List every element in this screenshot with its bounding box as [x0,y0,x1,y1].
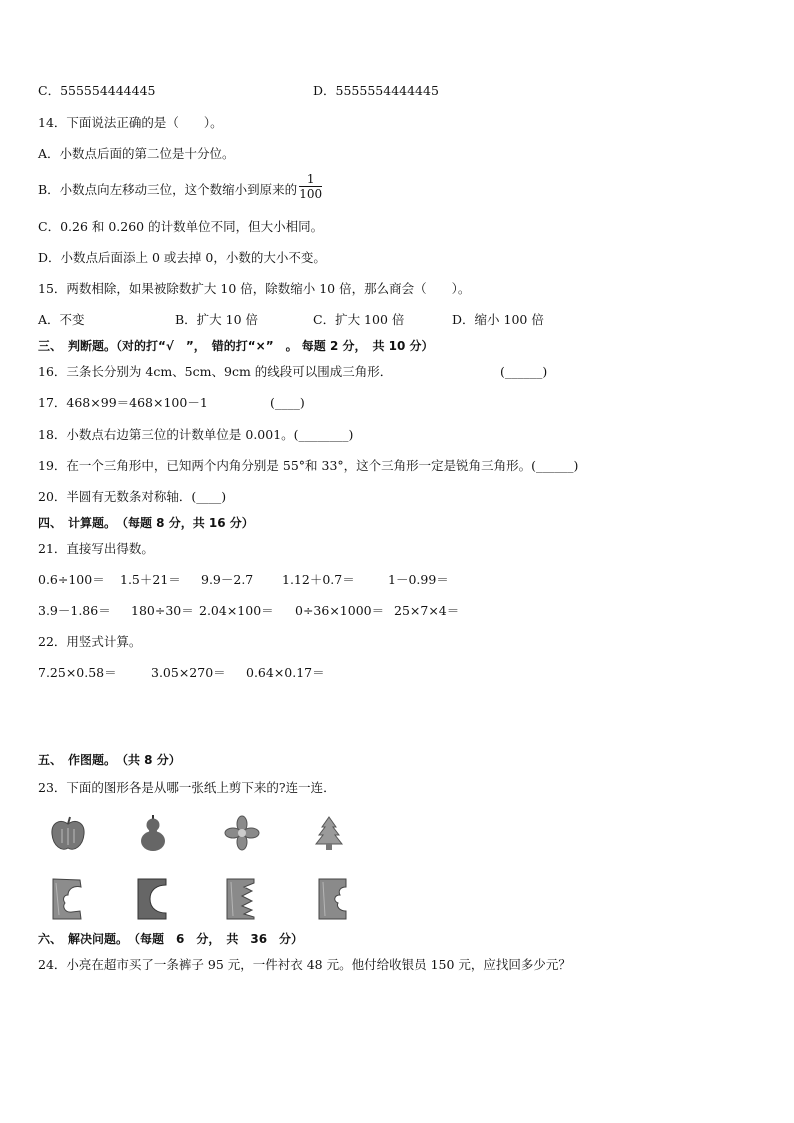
q15-option-c: C．扩大 100 倍 [313,312,405,327]
q21-item-2: 1.5＋21＝ [120,572,181,587]
q15-option-b: B．扩大 10 倍 [175,312,259,327]
q20-text: 20．半圆有无数条对称轴．(____) [38,489,227,504]
gourd-shape-icon [138,813,168,853]
q21-item-9: 0÷36×1000＝ [295,603,385,618]
section-5-heading: 五、 作图题。 （共 8 分） [38,753,181,767]
q21-item-5: 1－0.99＝ [388,572,449,587]
fraction-numerator: 1 [299,172,322,187]
q17-text: 17．468×99＝468×100－1 [38,395,208,410]
q14-stem: 14．下面说法正确的是（ ）。 [38,115,223,130]
q17-blank: (____) [270,395,305,410]
q14-option-b-text: B．小数点向左移动三位，这个数缩小到原来的 [38,182,298,197]
q14-option-a: A．小数点后面的第二位是十分位。 [38,146,235,161]
q16-text: 16．三条长分别为 4cm、5cm、9cm 的线段可以围成三角形． [38,364,393,379]
q24-text: 24．小亮在超市买了一条裤子 95 元，一件衬衣 48 元。他付给收银员 150 元，应找回多少元？ [38,957,571,972]
section-6-heading: 六、 解决问题。 （每题 6 分， 共 36 分） [38,932,304,946]
fraction [299,172,322,201]
q13-option-d: D．5555554444445 [313,83,439,98]
q16-blank: (______) [500,364,548,379]
q15-stem: 15．两数相除，如果被除数扩大 10 倍，除数缩小 10 倍，那么商会（ ）。 [38,281,471,296]
q22-item-1: 7.25×0.58＝ [38,665,117,680]
cut-paper-4-icon [316,877,350,921]
section-4-heading: 四、 计算题。 （每题 8 分，共 16 分） [38,516,254,530]
tree-shape-icon [314,815,344,853]
q21-item-8: 2.04×100＝ [199,603,274,618]
q23-stem: 23．下面的图形各是从哪一张纸上剪下来的?连一连． [38,780,336,795]
q15-option-d: D．缩小 100 倍 [452,312,544,327]
cut-paper-1-icon [50,877,84,921]
q14-option-b [38,172,323,205]
apple-shape-icon [50,815,86,853]
cut-paper-3-icon [224,877,258,921]
fraction-denominator: 100 [299,187,323,201]
q21-item-10: 25×7×4＝ [394,603,460,618]
q21-item-3: 9.9－2.7 [201,572,254,587]
q15-option-a: A．不变 [38,312,85,327]
q22-stem: 22．用竖式计算。 [38,634,142,649]
q22-item-3: 0.64×0.17＝ [246,665,325,680]
q19-text: 19．在一个三角形中，已知两个内角分别是 55°和 33°，这个三角形一定是锐角三角形。(______) [38,458,579,473]
q21-item-6: 3.9－1.86＝ [38,603,111,618]
q22-item-2: 3.05×270＝ [151,665,226,680]
q18-text: 18．小数点右边第三位的计数单位是 0.001。(________) [38,427,354,442]
section-3-heading: 三、 判断题。（对的打“√ ”， 错的打“×” 。 每题 2 分， 共 10 分） [38,339,434,353]
q21-item-7: 180÷30＝ [131,603,194,618]
q21-stem: 21．直接写出得数。 [38,541,154,556]
q14-option-c: C．0.26 和 0.260 的计数单位不同，但大小相同。 [38,219,324,234]
cut-paper-2-icon [136,877,168,921]
flower-shape-icon [224,815,260,851]
q21-item-4: 1.12＋0.7＝ [282,572,355,587]
q21-item-1: 0.6÷100＝ [38,572,105,587]
q13-option-c: C．555554444445 [38,83,156,98]
q14-option-d: D．小数点后面添上 0 或去掉 0，小数的大小不变。 [38,250,326,265]
